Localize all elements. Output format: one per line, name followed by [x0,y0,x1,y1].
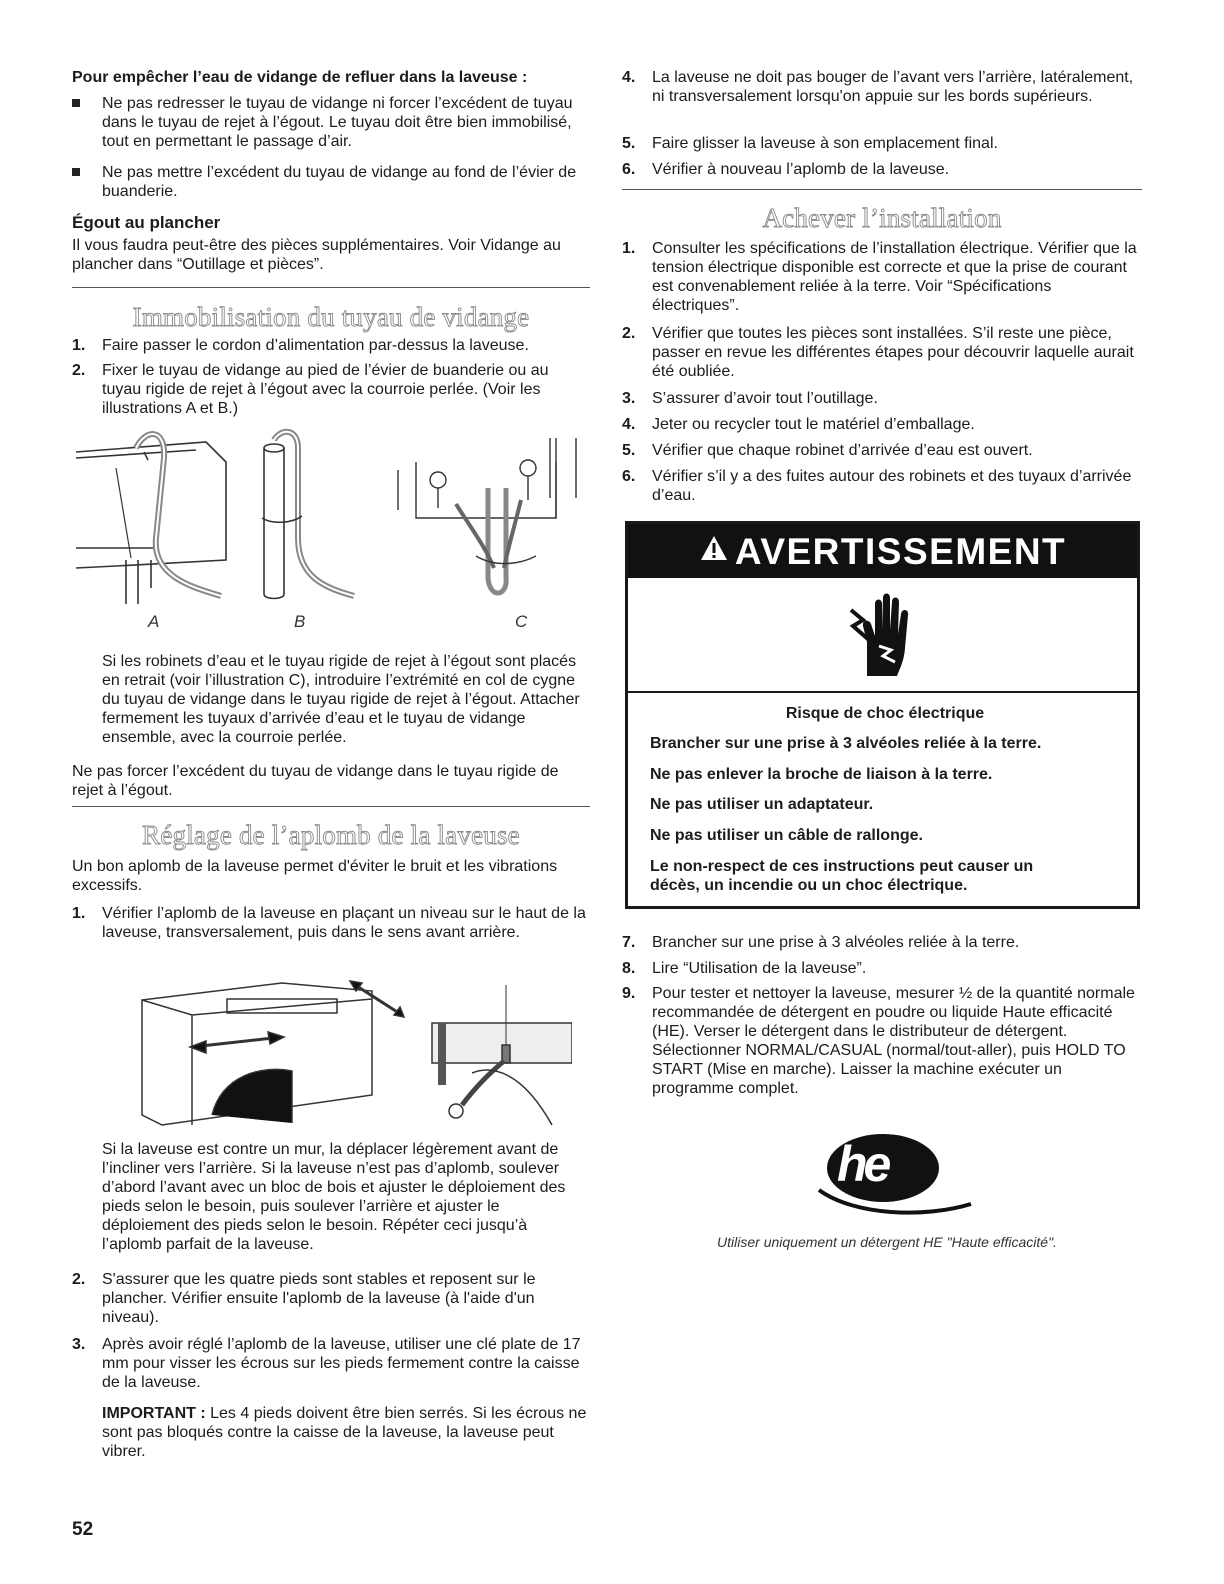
list-item: 7. Brancher sur une prise à 3 alvéoles reliée à la terre. [622,934,1020,951]
list-item: 8. Lire “Utilisation de la laveuse”. [622,960,867,977]
list-item: 4. La laveuse ne doit pas bouger de l’avant vers l’arrière, latéralement, ni transversalement lorsqu'on appuie sur les bords supérieurs. [622,69,1134,105]
figure-label-a: A [148,612,160,631]
list-item: Ne pas redresser le tuyau de vidange ni forcer l’excédent de tuyau dans le tuyau de rejet à l’égout. Le tuyau doit être bien immobilisé, tout en permettant le passage d’air. [72,94,590,151]
list-item: 2. S'assurer que les quatre pieds sont stables et reposent sur le plancher. Vérifier ensuite l'aplomb de la laveuse (à l'aide d'un niveau). [72,1271,536,1326]
section-title-leveling: Réglage de l’aplomb de la laveuse [142,820,520,850]
leveling-intro: Un bon aplomb de la laveuse permet d'éviter le bruit et les vibrations excessifs. [72,858,558,894]
illustration-b [262,432,354,599]
bullet-square-icon [72,99,80,107]
illustration-c [398,438,576,593]
floor-drain-title: Égout au plancher [72,213,221,232]
warning-box [625,521,1140,909]
warning-risk: Risque de choc électrique [785,705,985,722]
list-item: 6. Vérifier s’il y a des fuites autour des robinets et des tuyaux d’arrivée d’eau. [622,468,1132,504]
drain-hose-note: Ne pas forcer l’excédent du tuyau de vidange dans le tuyau rigide de rejet à l’égout. [72,763,559,799]
prevent-backflow-heading: Pour empêcher l’eau de vidange de refluer dans la laveuse : [72,69,528,86]
warning-line: Ne pas utiliser un câble de rallonge. [650,827,923,844]
list-item: 5. Faire glisser la laveuse à son emplacement final. [622,135,998,152]
list-item: 2. Fixer le tuyau de vidange au pied de l’évier de buanderie ou au tuyau rigide de rejet à l’égout avec la courroie perlée. (Voir les illustrations A et B.) [72,362,549,417]
list-item: Ne pas mettre l’excédent du tuyau de vidange au fond de l’évier de buanderie. [72,163,590,201]
warning-icon-area [628,578,1137,693]
warning-header: AVERTISSEMENT [628,524,1137,578]
he-caption: Utiliser uniquement un détergent HE "Haute efficacité". [717,1234,1057,1250]
electric-shock-hand-icon [843,590,923,682]
list-item: 1. Vérifier l’aplomb de la laveuse en plaçant un niveau sur le haut de la laveuse, transversalement, puis dans le sens avant arrière. [72,905,586,941]
list-item: 4. Jeter ou recycler tout le matériel d’emballage. [622,416,975,433]
he-logo-text: he [837,1136,888,1192]
list-item: 2. Vérifier que toutes les pièces sont installées. S’il reste une pièce, passer en revue les différentes étapes pour découvrir laquelle aurait été oubliée. [622,325,1134,380]
leveling-wall-instructions: Si la laveuse est contre un mur, la déplacer légèrement avant de l’incliner vers l’arrière. Si la laveuse n’est pas d’aplomb, soulever d’abord l’avant avec un bloc de bois et ajuster le déploiement des pieds selon le besoin, puis soulever l’arrière et ajuster le déploiement des pieds selon le besoin. Répéter ceci jusqu’à l’aplomb parfait de la laveuse. [102,1141,566,1253]
illustration-a [76,434,226,604]
warning-triangle-icon [699,522,729,578]
warning-line: Brancher sur une prise à 3 alvéoles reliée à la terre. [650,735,1042,752]
figure-label-c: C [515,612,528,631]
warning-line: Ne pas utiliser un adaptateur. [650,796,874,813]
section-divider [622,189,1142,190]
warning-line: Ne pas enlever la broche de liaison à la terre. [650,766,993,783]
list-item: 9. Pour tester et nettoyer la laveuse, mesurer ½ de la quantité normale recommandée de détergent en poudre ou liquide Haute efficacité (HE). Verser le détergent dans le distributeur de détergent. Sélectionner NORMAL/CASUAL (normal/tout-aller), puis HOLD TO START (Mise en marche). Laisser la machine exécuter un programme complet. [622,985,1135,1097]
he-logo [815,1130,975,1220]
list-item: 3. S’assurer d’avoir tout l’outillage. [622,390,878,407]
warning-consequence: Le non-respect de ces instructions peut causer un décès, un incendie ou un choc électrique. [650,858,1034,894]
leveling-illustration [132,975,572,1135]
floor-drain-text: Il vous faudra peut-être des pièces supplémentaires. Voir Vidange au plancher dans “Outillage et pièces”. [72,237,561,273]
page-number: 52 [72,1519,94,1540]
recessed-instructions: Si les robinets d’eau et le tuyau rigide de rejet à l’égout sont placés en retrait (voir l’illustration C), introduire l’extrémité en col de cygne du tuyau de vidange dans le tuyau rigide de rejet à l’égout. Attacher fermement les tuyaux d’arrivée d’eau et le tuyau de vidange ensemble, avec la courroie perlée. [102,653,580,746]
list-item: 3. Après avoir réglé l’aplomb de la laveuse, utiliser une clé plate de 17 mm pour visser les écrous sur les pieds fermement contre la caisse de la laveuse. [72,1336,581,1391]
important-note: IMPORTANT : Les 4 pieds doivent être bien serrés. Si les écrous ne sont pas bloqués contre la caisse de la laveuse, la laveuse peut vibrer. [102,1405,587,1460]
figure-label-b: B [294,612,306,631]
section-title-complete-installation: Achever l’installation [762,203,1002,233]
section-divider [72,806,590,807]
section-title-immobilisation: Immobilisation du tuyau de vidange [132,302,530,332]
list-item: 5. Vérifier que chaque robinet d’arrivée d’eau est ouvert. [622,442,1033,459]
list-item: 1. Consulter les spécifications de l’installation électrique. Vérifier que la tension électrique disponible est correcte et que la prise de courant est convenablement reliée à la terre. Voir “Spécifications électriques”. [622,240,1137,314]
list-item: 6. Vérifier à nouveau l’aplomb de la laveuse. [622,161,950,178]
drain-hose-illustrations [76,428,586,613]
list-item: 1. Faire passer le cordon d’alimentation par-dessus la laveuse. [72,337,529,354]
bullet-square-icon [72,168,80,176]
section-divider [72,287,590,288]
